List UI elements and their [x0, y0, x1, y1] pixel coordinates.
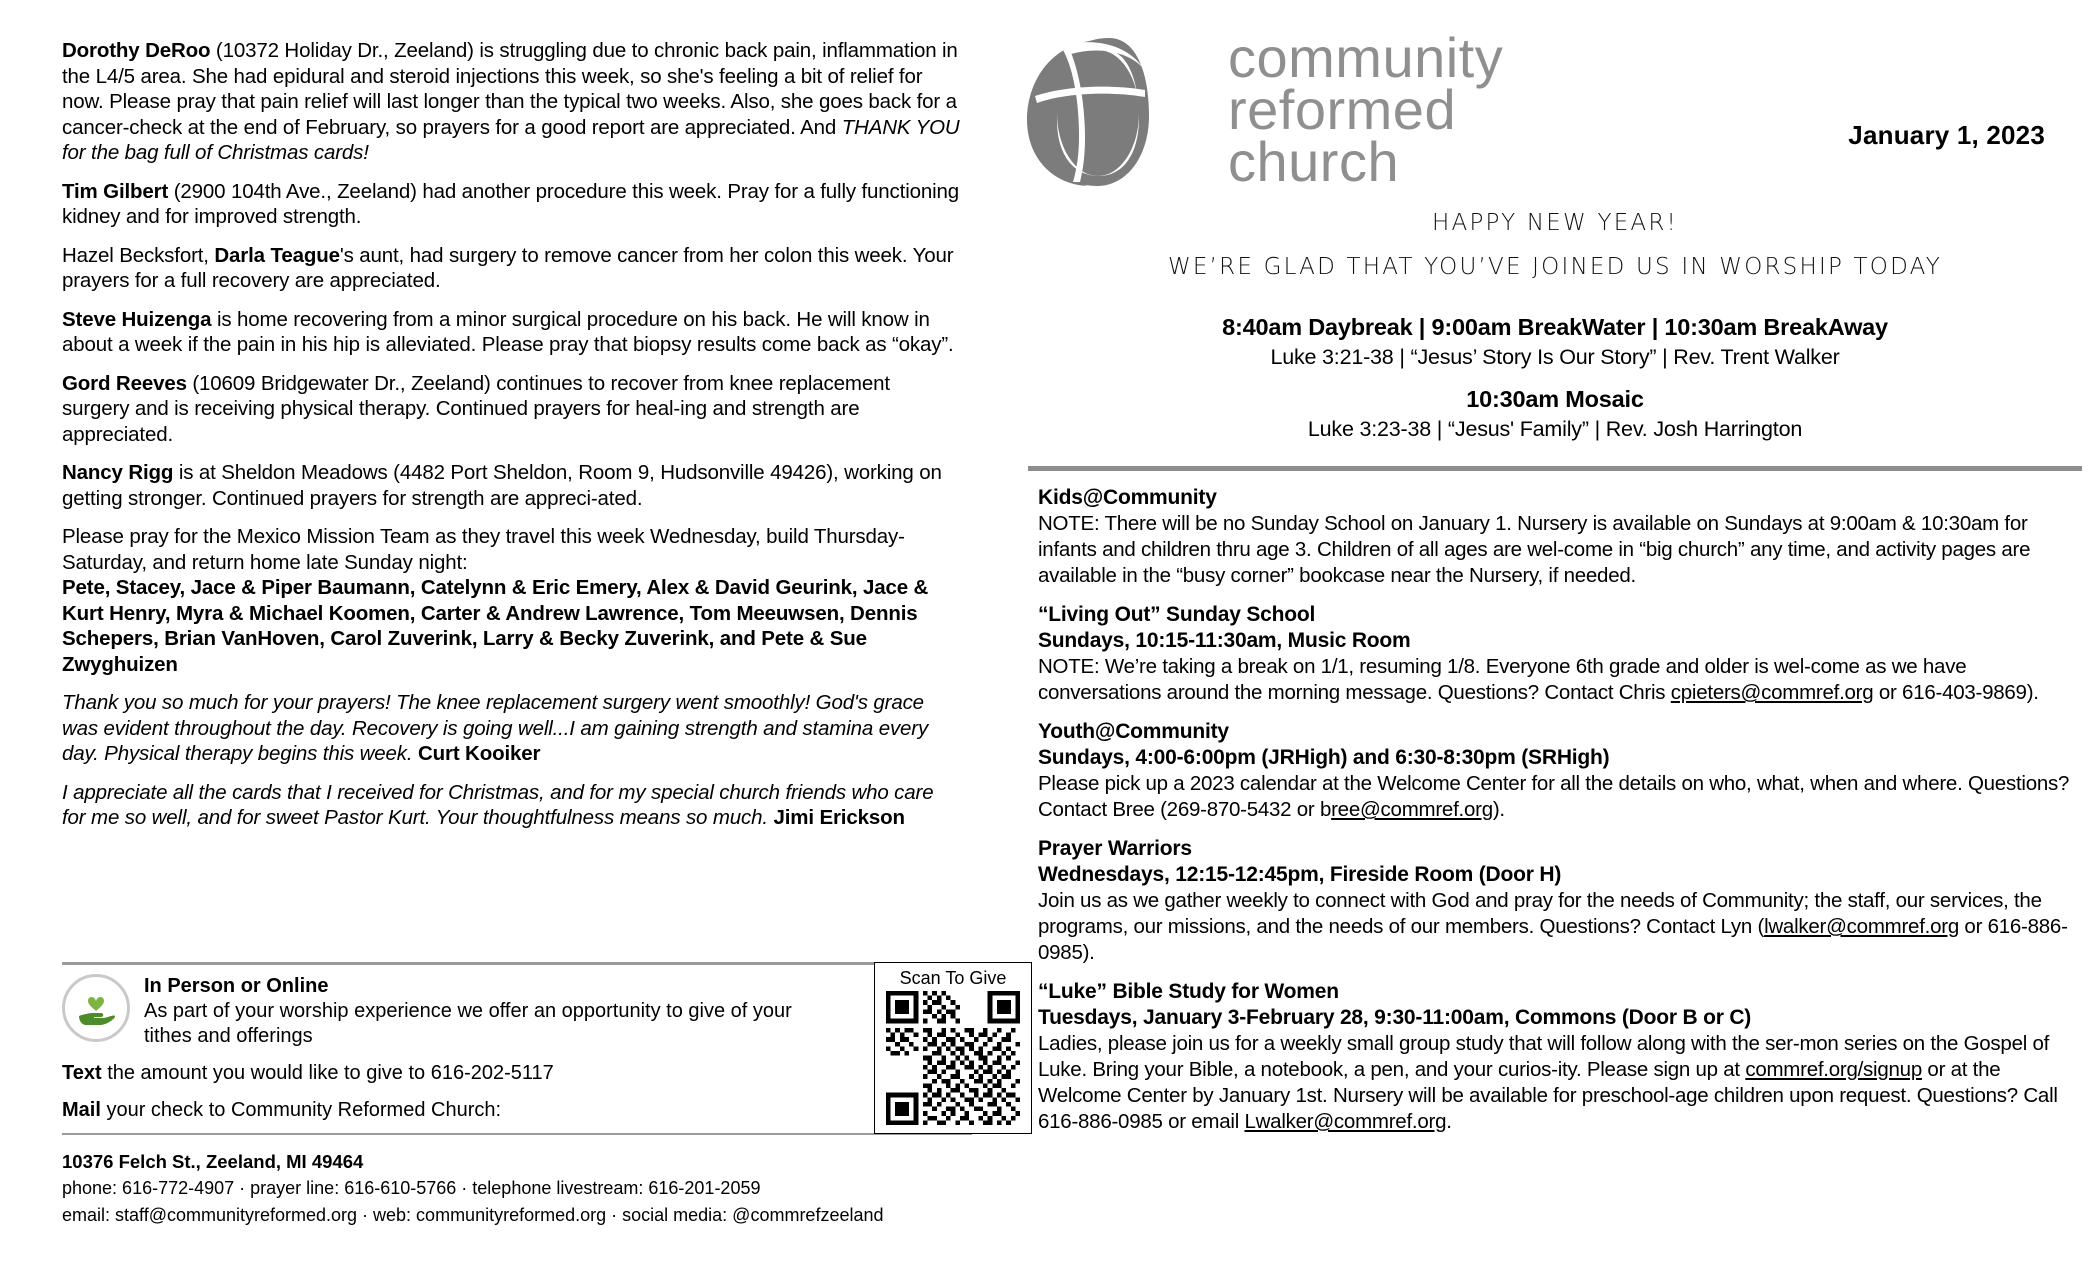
church-online-contacts: email: staff@communityreformed.org · web: communityreformed.org · social media: @commrefzeeland	[62, 1205, 884, 1225]
prayer-detail: 's aunt, had surgery to remove cancer from her colon this week. Your prayers for a full recovery are appreciated.	[62, 243, 954, 292]
giving-title: In Person or Online	[144, 975, 329, 997]
giving-mail-line	[62, 1098, 972, 1123]
prayer-requests-column	[0, 0, 1010, 1275]
prayer-person-name: Gord Reeves	[62, 371, 187, 395]
prayer-italic-note: THANK YOU for the bag full of Christmas cards!	[62, 115, 960, 164]
qr-code-icon	[886, 991, 1020, 1125]
prayer-item	[62, 460, 962, 511]
service-detail: Luke 3:23-38 | “Jesus' Family” | Rev. Josh Harrington	[1307, 417, 1803, 441]
giving-section	[62, 962, 1007, 1143]
prayer-person-name: Dorothy DeRoo	[62, 39, 211, 62]
announcement-item	[1038, 719, 2078, 823]
announcement-body: NOTE: There will be no Sunday School on January 1. Nursery is available on Sundays at 9:00am & 10:30am for infants and children thru age 3. Children of all ages are wel-come in “big church” any time, and activity pages are available in the “busy corner” bookcase near the Nursery, if needed.	[1038, 512, 2031, 587]
church-phone-numbers: phone: 616-772-4907 · prayer line: 616-610-5766 · telephone livestream: 616-201-2059	[62, 1178, 761, 1198]
logo-wordmark	[1228, 26, 1504, 193]
community-reformed-church-logo-icon	[1025, 34, 1225, 189]
greeting-line-1: HAPPY NEW YEAR!	[1432, 210, 1678, 236]
spacer	[1010, 372, 2100, 384]
service-detail: Luke 3:21-38 | “Jesus’ Story Is Our Story” | Rev. Trent Walker	[1270, 345, 1840, 369]
prayer-item	[62, 243, 962, 294]
service-times: 10:30am Mosaic	[1466, 386, 1644, 412]
giving-text-line	[62, 1061, 972, 1086]
announcement-item	[1038, 979, 2078, 1135]
hand-heart-glyph	[74, 985, 118, 1029]
email-link[interactable]: Lwalker@commref.org	[1244, 1110, 1447, 1133]
prayer-item	[62, 38, 962, 166]
testimonial-text: I appreciate all the cards that I received for Christmas, and for my special church friends who care for me so well, and for sweet Pastor Kurt. Your thoughtfulness means so much.	[62, 780, 934, 829]
giving-text-body: the amount you would like to give to 616-202-5117	[101, 1062, 554, 1084]
announcement-text-tail: or 616-403-9869).	[1873, 681, 2039, 704]
signup-link[interactable]: commref.org/signup	[1745, 1058, 1922, 1081]
mission-team-intro: Please pray for the Mexico Mission Team as they travel this week Wednesday, build Thursday-Saturday, and return home late Sunday night:	[62, 525, 905, 574]
church-address: 10376 Felch St., Zeeland, MI 49464	[62, 1151, 364, 1172]
prayer-lead-text: Hazel Becksfort,	[62, 243, 215, 267]
announcement-text-tail: .	[1446, 1110, 1452, 1133]
greeting-line-2: WE’RE GLAD THAT YOU’VE JOINED US IN WORSHIP TODAY	[1167, 254, 1942, 280]
mission-team-names: Pete, Stacey, Jace & Piper Baumann, Catelynn & Eric Emery, Alex & David Geurink, Jace & Kurt Henry, Myra & Michael Koomen, Carter & Andrew Lawrence, Tom Meeuwsen, Dennis Schepers, Brian VanHoven, Carol Zuverink, Larry & Becky Zuverink, and Pete & Sue Zwyghuizen	[62, 576, 929, 676]
email-link[interactable]: lwalker@commref.org	[1764, 915, 1959, 938]
announcement-text: NOTE: We’re taking a break on 1/1, resuming 1/8. Everyone 6th grade and older is wel-come as we have conversations around the morning message. Questions? Contact Chris	[1038, 655, 1967, 704]
testimonial-item	[62, 690, 962, 767]
announcement-item	[1038, 602, 2078, 706]
email-link[interactable]: ree@commref.org	[1331, 798, 1493, 821]
announcement-heading: “Luke” Bible Study for Women	[1038, 980, 1339, 1003]
announcement-text: Ladies, please join us for a weekly small group study that will follow along with the ser-mon series on the Gospel of Luke. Bring your Bible, a notebook, a pen, and your curios-ity. Please sign up at	[1038, 1032, 2050, 1081]
bulletin-date: January 1, 2023	[1848, 120, 2045, 150]
prayer-person-name: Darla Teague	[214, 243, 340, 267]
announcement-item	[1038, 485, 2078, 589]
testimonial-signer: Jimi Erickson	[773, 806, 905, 829]
announcement-body	[1038, 888, 2078, 966]
prayer-person-name: Nancy Rigg	[62, 461, 174, 484]
logo-line-2: reformed	[1228, 78, 1457, 141]
prayer-person-name: Tim Gilbert	[62, 179, 169, 203]
announcement-text-mid: or at the Welcome Center by January 1st. Nursery will be available for preschool-age children upon request. Questions? Call 616-886-0985 or email	[1038, 1058, 2058, 1133]
prayer-detail: (10372 Holiday Dr., Zeeland) is struggling due to chronic back pain, inflammation in the L4/5 area. She had epidural and steroid injections this week, so she's feeling a bit of relief for now. Please pray that pain relief will last longer than the typical two weeks. Also, she goes back for a cancer-check at the end of February, so prayers for a good report are appreciated. And	[62, 39, 958, 139]
prayer-detail: (10609 Bridgewater Dr., Zeeland) continues to recover from knee replacement surgery and is receiving physical therapy. Continued prayers for heal-ing and strength are appreciated.	[62, 371, 890, 446]
service-times-block	[1010, 312, 2100, 444]
church-contact-footer	[62, 1148, 972, 1229]
announcement-heading: Prayer Warriors	[1038, 837, 1192, 860]
divider-bottom	[62, 1133, 972, 1135]
divider-top	[62, 962, 972, 965]
header-row	[1010, 28, 2100, 198]
announcement-heading: Youth@Community	[1038, 720, 1229, 743]
announcement-text-tail: or 616-886-0985).	[1038, 915, 2068, 964]
scan-to-give-label: Scan To Give	[899, 968, 1007, 988]
service-times: 8:40am Daybreak | 9:00am BreakWater | 10:30am BreakAway	[1222, 314, 1888, 340]
announcement-schedule: Sundays, 4:00-6:00pm (JRHigh) and 6:30-8:30pm (SRHigh)	[1038, 746, 1610, 769]
testimonial-text: Thank you so much for your prayers! The knee replacement surgery went smoothly! God's grace was evident throughout the day. Recovery is going well...I am gaining strength and stamina every day. Physical therapy begins this week.	[62, 691, 929, 765]
bulletin-main-column	[1010, 0, 2100, 1275]
announcement-item	[1038, 836, 2078, 966]
announcement-heading: Kids@Community	[1038, 486, 1217, 509]
announcement-body	[1038, 654, 2078, 706]
greeting-block	[1010, 210, 2100, 280]
giving-text-label: Text	[62, 1062, 102, 1084]
scan-to-give-box	[874, 962, 1032, 1134]
prayer-item	[62, 371, 962, 448]
prayer-detail: (2900 104th Ave., Zeeland) had another procedure this week. Pray for a fully functioning kidney and for improved strength.	[62, 179, 960, 228]
prayer-person-name: Steve Huizenga	[62, 307, 212, 331]
giving-body: As part of your worship experience we offer an opportunity to give of your tithes and offerings	[144, 1000, 792, 1047]
announcement-schedule: Tuesdays, January 3-February 28, 9:30-11:00am, Commons (Door B or C)	[1038, 1006, 1752, 1029]
announcement-body	[1038, 1031, 2078, 1135]
announcement-schedule: Wednesdays, 12:15-12:45pm, Fireside Room (Door H)	[1038, 863, 1562, 886]
logo-line-3: church	[1228, 130, 1400, 193]
announcements-list	[1010, 471, 2100, 1135]
prayer-detail: is home recovering from a minor surgical procedure on his back. He will know in about a week if the pain in his hip is alleviated. Please pray that biopsy results come back as “okay”.	[62, 307, 954, 356]
announcement-schedule: Sundays, 10:15-11:30am, Music Room	[1038, 629, 1411, 652]
announcement-body	[1038, 771, 2078, 823]
prayer-item	[62, 307, 962, 358]
testimonial-signer: Curt Kooiker	[417, 742, 541, 765]
announcement-text-tail: ).	[1492, 798, 1505, 821]
announcement-heading: “Living Out” Sunday School	[1038, 603, 1316, 626]
giving-row	[62, 974, 972, 1049]
logo-line-1: community	[1228, 26, 1504, 89]
hand-heart-icon	[62, 974, 130, 1042]
giving-mail-label: Mail	[62, 1099, 101, 1121]
announcement-text: Join us as we gather weekly to connect with God and pray for the needs of Community; the staff, our services, the programs, our missions, and the needs of our members. Questions? Contact Lyn (	[1038, 889, 2042, 938]
prayer-item	[62, 179, 962, 230]
prayer-detail: is at Sheldon Meadows (4482 Port Sheldon, Room 9, Hudsonville 49426), working on getting stronger. Continued prayers for strength are appreci-ated.	[62, 461, 942, 510]
giving-mail-body: your check to Community Reformed Church:	[100, 1099, 502, 1121]
email-link[interactable]: cpieters@commref.org	[1670, 681, 1874, 704]
announcement-text: Please pick up a 2023 calendar at the Welcome Center for all the details on who, what, when and where. Questions? Contact Bree (269-870-5432 or b	[1038, 772, 2070, 821]
giving-text	[144, 974, 972, 1049]
testimonial-item	[62, 780, 962, 831]
